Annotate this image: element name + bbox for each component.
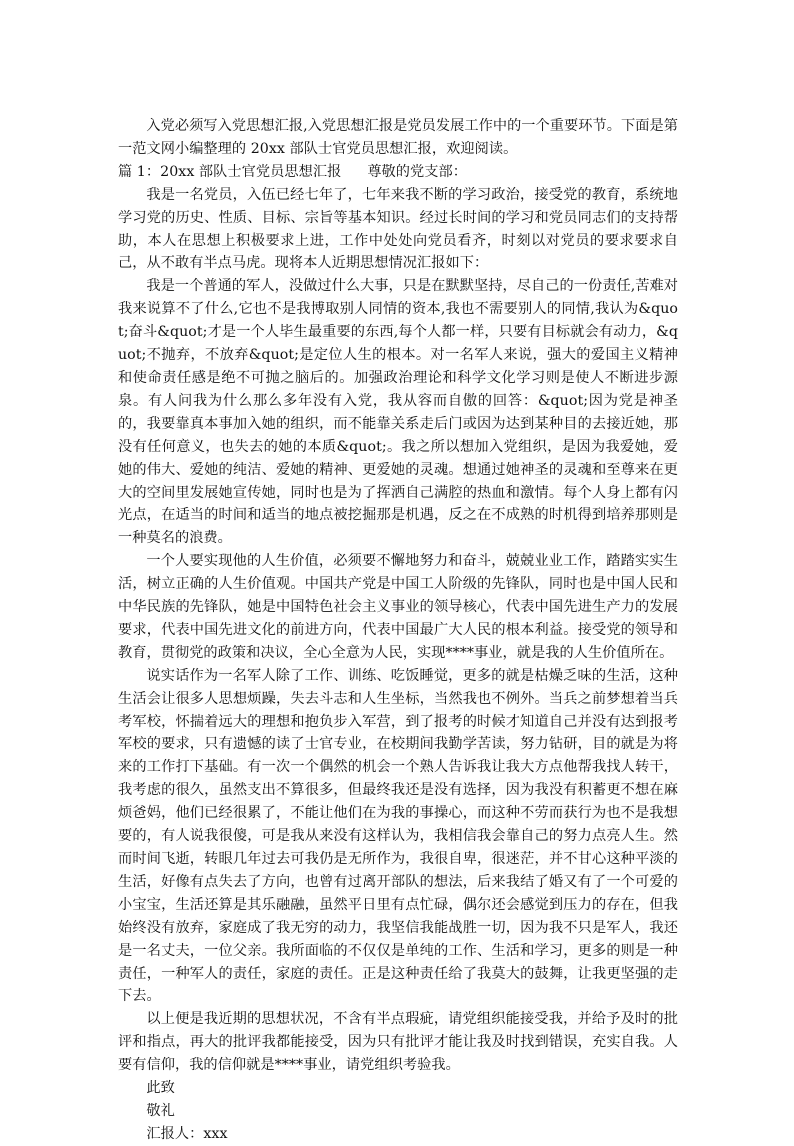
closing-line-2: 敬礼 <box>146 1102 175 1119</box>
body-paragraph-3: 一个人要实现他的人生价值，必须要不懈地努力和奋斗，兢兢业业工作，踏踏实实生活，树立正确的人生价值观。中国共产党是中国工人阶级的先锋队，同时也是中国人民和中华民族的先锋队，她是中国特色社会主义事业的领导核心，代表中国先进生产力的发展要求，代表中国先进文化的前进方向，代表中国最广大人民的根本利益。接受党的领导和教育，贯彻党的政策和决议，全心全意为人民，实现****事业，就是我的人生价值所在。 <box>118 553 678 661</box>
body-paragraph-5: 以上便是我近期的思想状况，不含有半点瑕疵，请党组织能接受我，并给予及时的批评和指点，再大的批评我都能接受，因为只有批评才能让我及时找到错误，充实自我。人要有信仰，我的信仰就是****事业，请党组织考验我。 <box>118 1011 678 1074</box>
body-paragraph-1: 我是一名党员，入伍已经七年了，七年来我不断的学习政治，接受党的教育，系统地学习党的历史、性质、目标、宗旨等基本知识。经过长时间的学习和党员同志们的支持帮助，本人在思想上积极要求上进，工作中处处向党员看齐，时刻以对党员的要求要求自己，从不敢有半点马虎。现将本人近期思想情况汇报如下： <box>118 186 678 272</box>
section-heading <box>118 161 678 184</box>
document-page <box>118 115 678 1146</box>
section-title: 篇 1：20xx 部队士官党员思想汇报 <box>118 163 342 180</box>
body-paragraph-2: 我是一个普通的军人，没做过什么大事，只是在默默坚持，尽自己的一份责任,苦难对我来说算不了什么,它也不是我博取别人同情的资本,我也不需要别人的同情,我认为&quot;奋斗&quot;才是一个人毕生最重要的东西,每个人都一样，只要有目标就会有动力，&quot;不抛弃，不放弃&quot;是定位人生的根本。对一名军人来说，强大的爱国主义精神和使命责任感是绝不可抛之脑后的。加强政治理论和科学文化学习则是使人不断进步源泉。有人问我为什么那么多年没有入党，我从容而自傲的回答：&quot;因为党是神圣的，我要靠真本事加入她的组织，而不能靠关系走后门或因为达到某种目的去接近她，那没有任何意义，也失去的她的本质&quot;。我之所以想加入党组织，是因为我爱她，爱她的伟大、爱她的纯洁、爱她的精神、更爱她的灵魂。想通过她神圣的灵魂和至尊来在更大的空间里发展她宣传她，同时也是为了挥洒自己满腔的热血和激情。每个人身上都有闪光点，在适当的时间和适当的地点被挖掘那是机遇，反之在不成熟的时机得到培养那则是一种莫名的浪费。 <box>118 278 678 547</box>
closing-line-1: 此致 <box>146 1080 175 1097</box>
body-paragraph-4: 说实话作为一名军人除了工作、训练、吃饭睡觉，更多的就是枯燥乏味的生活，这种生活会让很多人思想烦躁，失去斗志和人生坐标，当然我也不例外。当兵之前梦想着当兵考军校，怀揣着远大的理想和抱负步入军营，到了报考的时候才知道自己并没有达到报考军校的要求，只有遗憾的读了士官专业，在校期间我勤学苦读，努力钻研，目的就是为将来的工作打下基础。有一次一个偶然的机会一个熟人告诉我让我大方点他帮我找人转干，我考虑的很久，虽然支出不算很多，但最终我还是没有选择，因为我没有积蓄更不想在麻烦爸妈，他们已经很累了，不能让他们在为我的事操心，而这种不劳而获行为也不是我想要的，有人说我很傻，可是我从来没有这样认为，我相信我会靠自己的努力点亮人生。然而时间飞逝，转眼几年过去可我仍是无所作为，我很自卑，很迷茫，并不甘心这种平淡的生活，好像有点失去了方向，也曾有过离开部队的想法，后来我结了婚又有了一个可爱的小宝宝，生活还算是其乐融融，虽然平日里有点忙碌，偶尔还会感觉到压力的存在，但我始终没有放弃，家庭成了我无穷的动力，我坚信我能战胜一切，因为我不只是军人，我还是一名丈夫，一位父亲。我所面临的不仅仅是单纯的工作、生活和学习，更多的则是一种责任，一种军人的责任，家庭的责任。正是这种责任给了我莫大的鼓舞，让我更坚强的走下去。 <box>118 667 678 1005</box>
salutation: 尊敬的党支部： <box>367 163 467 180</box>
signature-line: 汇报人：xxx <box>146 1125 228 1142</box>
intro-paragraph: 入党必须写入党思想汇报,入党思想汇报是党员发展工作中的一个重要环节。下面是第一范文网小编整理的 20xx 部队士官党员思想汇报，欢迎阅读。 <box>118 118 678 157</box>
